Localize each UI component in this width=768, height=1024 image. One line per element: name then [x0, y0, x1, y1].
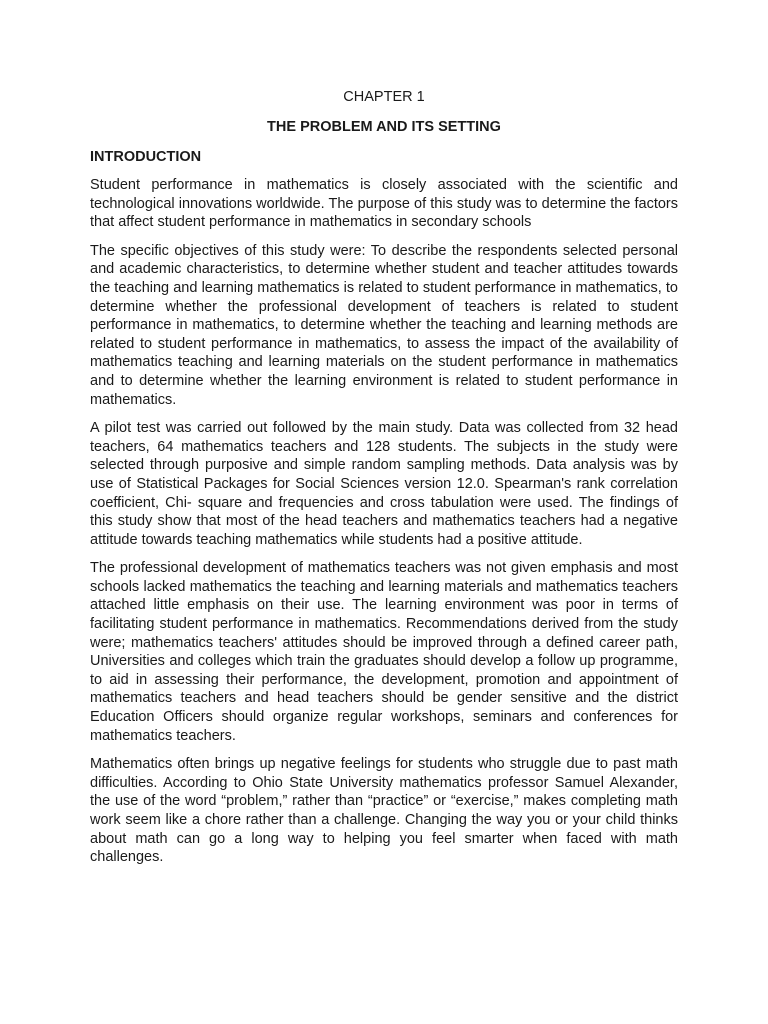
section-heading: INTRODUCTION: [90, 149, 202, 165]
paragraph-3: A pilot test was carried out followed by the main study. Data was collected from 32 head teachers, 64 mathematics teachers and 128 students. The subjects in the study were selected through purposive and simple random sampling methods. Data analysis was by use of Statistical Packages for Social Sciences version 12.0. Spearman's rank correlation coefficient, Chi- square and frequencies and cross tabulation were used. The findings of this study show that most of the head teachers and mathematics teachers had a negative attitude towards teaching mathematics while students had a positive attitude.: [90, 420, 678, 548]
chapter-label: CHAPTER 1: [343, 89, 425, 105]
paragraph-1: Student performance in mathematics is closely associated with the scientific and technological innovations worldwide. The purpose of this study was to determine the factors that affect student performance in mathematics in secondary schools: [90, 177, 678, 231]
paragraph-2: The specific objectives of this study were: To describe the respondents selected personal and academic characteristics, to determine whether student and teacher attitudes towards the teaching and learning mathematics is related to student performance in mathematics, to determine whether the professional development of teachers is related to student performance in mathematics, to determine whether the teaching and learning methods are related to student performance in mathematics, to assess the impact of the availability of mathematics teaching and learning materials on the student performance in mathematics and to determine whether the learning environment is related to student performance in mathematics.: [90, 242, 678, 408]
paragraph-5: Mathematics often brings up negative feelings for students who struggle due to past math difficulties. According to Ohio State University mathematics professor Samuel Alexander, the use of the word “problem,” rather than “practice” or “exercise,” makes completing math work seem like a chore rather than a challenge. Changing the way you or your child thinks about math can go a long way to helping you feel smarter when faced with math challenges.: [90, 756, 678, 866]
paragraph-4: The professional development of mathematics teachers was not given emphasis and most schools lacked mathematics the teaching and learning materials and mathematics teachers attached little emphasis on their use. The learning environment was poor in terms of facilitating student performance in mathematics. Recommendations derived from the study were; mathematics teachers' attitudes should be improved through a defined career path, Universities and colleges which train the graduates should develop a follow up programme, to aid in assessing their performance, the development, promotion and appointment of mathematics teachers and head teachers should be gender sensitive and the district Education Officers should organize regular workshops, seminars and conferences for mathematics teachers.: [90, 560, 678, 744]
document-page: [90, 88, 678, 877]
chapter-title: THE PROBLEM AND ITS SETTING: [267, 119, 501, 135]
